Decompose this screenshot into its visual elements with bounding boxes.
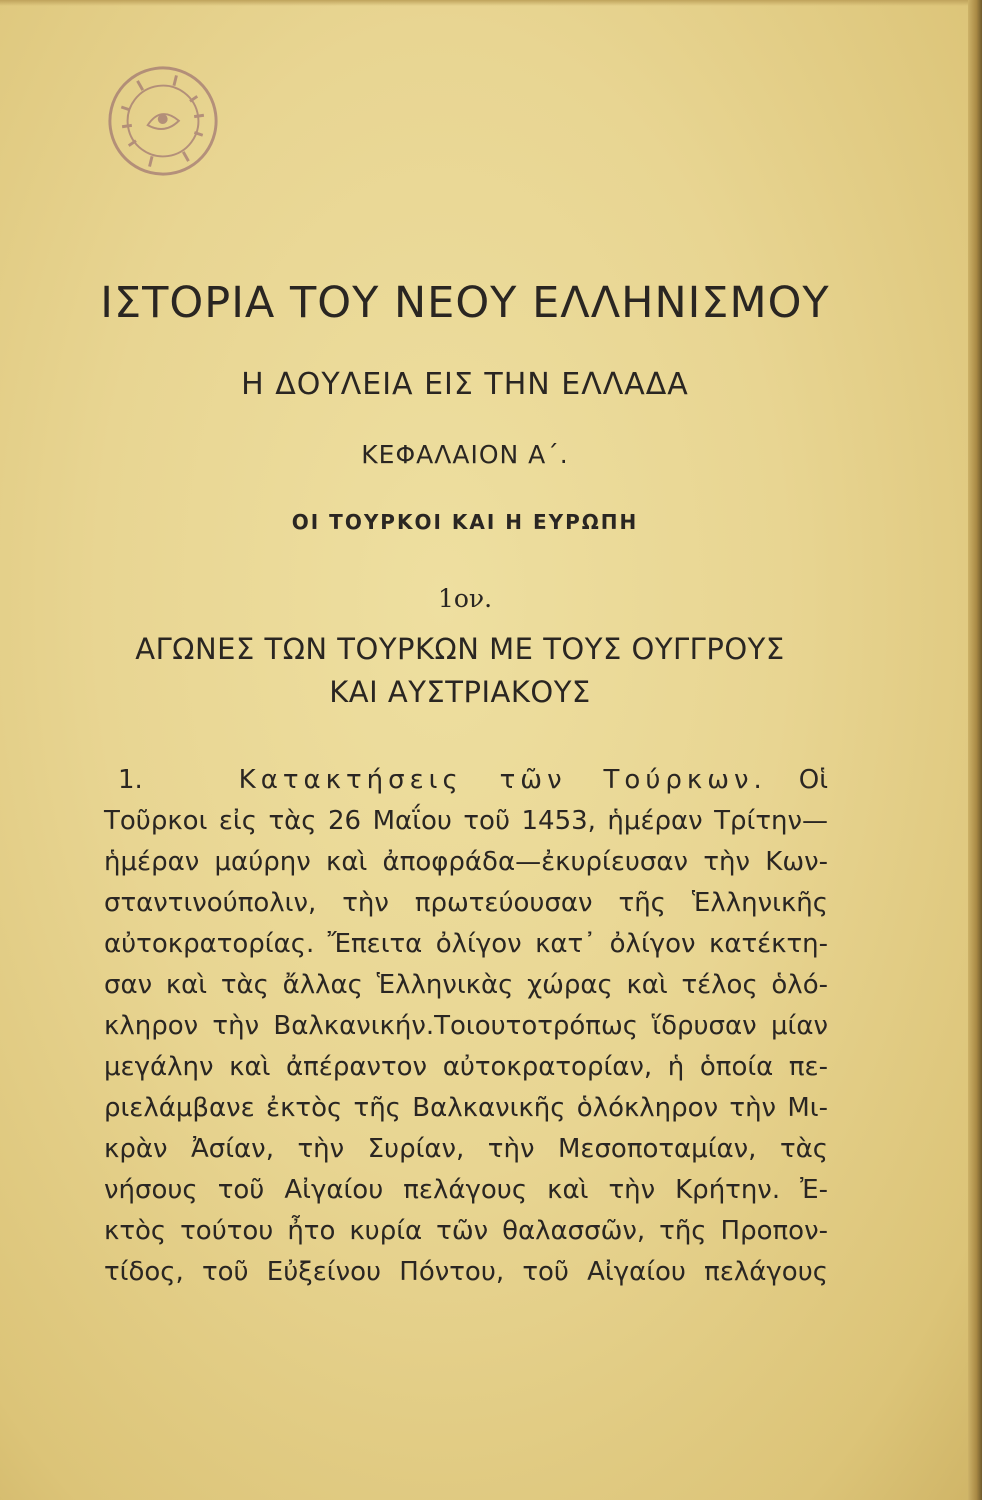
book-binding — [968, 0, 982, 1500]
paragraph-heading: Κατακτήσεις τῶν Τούρκων. — [238, 765, 767, 795]
text-line: αὐτοκρατορίας. Ἔπειτα ὀλίγον κατ᾽ ὀλίγον κατέκτη- — [104, 929, 828, 959]
section-heading-line-1: ΑΓΩΝΕΣ ΤΩΝ ΤΟΥΡΚΩΝ ΜΕ ΤΟΥΣ ΟΥΓΓΡΟΥΣ — [135, 632, 785, 666]
page-top-edge — [0, 0, 982, 6]
book-title: ΙΣΤΟΡΙΑ ΤΟΥ ΝΕΟΥ ΕΛΛΗΝΙΣΜΟΥ — [100, 278, 830, 328]
library-stamp-icon — [96, 54, 229, 187]
text-line: κρὰν Ἀσίαν, τὴν Συρίαν, τὴν Μεσοποταμίαν, τὰς — [104, 1134, 828, 1164]
chapter-label: ΚΕΦΑΛΑΙΟΝ Α΄. — [361, 440, 569, 469]
text-line: κτὸς τούτου ἦτο κυρία τῶν θαλασσῶν, τῆς Προπον- — [104, 1216, 828, 1246]
paragraph-first-word: Οἱ — [798, 765, 828, 795]
text-line: τίδος, τοῦ Εὐξείνου Πόντου, τοῦ Αἰγαίου πελάγους — [104, 1257, 828, 1287]
section-number: 1ον. — [437, 584, 493, 613]
section-title: ΟΙ ΤΟΥΡΚΟΙ ΚΑΙ Η ΕΥΡΩΠΗ — [291, 510, 639, 534]
section-heading-line-2: ΚΑΙ ΑΥΣΤΡΙΑΚΟΥΣ — [329, 675, 591, 709]
paragraph-first-line — [104, 760, 828, 801]
book-subtitle: Η ΔΟΥΛΕΙΑ ΕΙΣ ΤΗΝ ΕΛΛΑΔΑ — [241, 367, 689, 402]
paragraph-number: 1. — [118, 765, 143, 795]
text-line: σαν καὶ τὰς ἄλλας Ἑλληνικὰς χώρας καὶ τέλος ὁλό- — [104, 970, 828, 1000]
text-line: μεγάλην καὶ ἀπέραντον αὐτοκρατορίαν, ἡ ὁποία πε- — [104, 1052, 828, 1082]
text-line: ἡμέραν μαύρην καὶ ἀποφράδα—ἐκυρίευσαν τὴν Κων- — [104, 847, 828, 877]
text-line: σταντινούπολιν, τὴν πρωτεύουσαν τῆς Ἑλληνικῆς — [104, 888, 828, 918]
text-line: κληρον τὴν Βαλκανικήν.Τοιουτοτρόπως ἵδρυσαν μίαν — [104, 1011, 828, 1041]
text-line: ριελάμβανε ἐκτὸς τῆς Βαλκανικῆς ὁλόκληρον τὴν Μι- — [104, 1093, 828, 1123]
text-line: Τοῦρκοι εἰς τὰς 26 Μαΐου τοῦ 1453, ἡμέραν Τρίτην— — [104, 806, 828, 836]
library-stamp — [96, 54, 229, 187]
body-paragraph — [104, 760, 828, 1293]
text-line: νήσους τοῦ Αἰγαίου πελάγους καὶ τὴν Κρήτην. Ἐ- — [104, 1175, 828, 1205]
